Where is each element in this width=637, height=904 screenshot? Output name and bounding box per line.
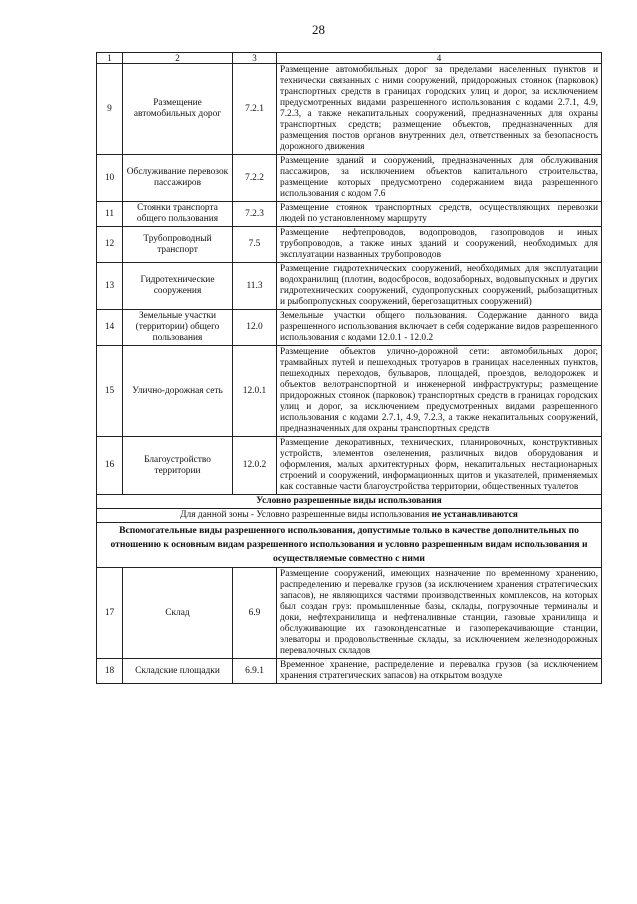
header-cell: 2	[123, 53, 233, 64]
use-name: Земельные участки (территории) общего пользования	[123, 310, 233, 346]
use-description: Земельные участки общего пользования. Содержание данного вида разрешенного использования включает в себя содержание видов разрешенного использования с кодами 12.0.1 - 12.0.2	[277, 310, 602, 346]
use-code: 12.0	[233, 310, 277, 346]
row-number: 12	[97, 227, 123, 263]
page-number: 28	[312, 22, 325, 37]
section-auxiliary-title: Вспомогательные виды разрешенного использования, допустимые только в качестве дополнительных по отношению к основным видам разрешенного использования и условно разрешенным видам использования и осуществляемые совместно с ними	[97, 523, 602, 568]
table-row	[97, 202, 602, 227]
use-description: Размещение гидротехнических сооружений, необходимых для эксплуатации водохранилищ (плотин, водосбросов, водозаборных, водовыпускных и других гидротехнических сооружений, судопропускных сооружений, рыбозащитных и рыбопропускных сооружений, берегозащитных сооружений)	[277, 263, 602, 310]
row-number: 15	[97, 346, 123, 437]
header-cell: 3	[233, 53, 277, 64]
use-name: Стоянки транспорта общего пользования	[123, 202, 233, 227]
row-number: 18	[97, 659, 123, 684]
use-description: Размещение сооружений, имеющих назначение по временному хранению, распределению и перевалке грузов (за исключением хранения стратегических запасов), не являющихся частями производственных комплексов, на которых был создан груз: промышленные базы, склады, погрузочные терминалы и доки, нефтехранилища и нефтеналивные станции, газовые хранилища и обслуживающие их газоконденсатные и газоперекачивающие станции, элеваторы и продовольственные склады, за исключением железнодорожных перевалочных складов	[277, 568, 602, 659]
use-name: Трубопроводный транспорт	[123, 227, 233, 263]
use-name: Складские площадки	[123, 659, 233, 684]
use-description: Размещение автомобильных дорог за пределами населенных пунктов и технически связанных с ними сооружений, придорожных стоянок (парковок) транспортных средств в границах городских улиц и дорог, за исключением предусмотренных видами разрешенного использования с кодами 2.7.1, 4.9, 7.2.3, а также некапитальных сооружений, предназначенных для охраны транспортных средств; размещение объектов, предназначенных для размещения постов органов внутренних дел, ответственных за безопасность дорожного движения	[277, 64, 602, 155]
section-conditional-title: Условно разрешенные виды использования	[97, 495, 602, 509]
use-name: Обслуживание перевозок пассажиров	[123, 155, 233, 202]
use-description: Временное хранение, распределение и перевалка грузов (за исключением хранения стратегических запасов) на открытом воздухе	[277, 659, 602, 684]
use-code: 11.3	[233, 263, 277, 310]
use-name: Благоустройство территории	[123, 437, 233, 495]
row-number: 9	[97, 64, 123, 155]
table-row	[97, 64, 602, 155]
table-row	[97, 155, 602, 202]
header-cell: 4	[277, 53, 602, 64]
use-name: Улично-дорожная сеть	[123, 346, 233, 437]
use-code: 7.2.3	[233, 202, 277, 227]
use-name: Размещение автомобильных дорог	[123, 64, 233, 155]
table-row	[97, 263, 602, 310]
zoning-table	[96, 52, 602, 684]
use-description: Размещение стоянок транспортных средств, осуществляющих перевозки людей по установленному маршруту	[277, 202, 602, 227]
zone-note-prefix: Для данной зоны - Условно разрешенные виды использования	[180, 510, 432, 520]
table-row	[97, 310, 602, 346]
use-name: Склад	[123, 568, 233, 659]
header-row	[97, 53, 602, 64]
use-code: 6.9.1	[233, 659, 277, 684]
zone-note-bold: не устанавливаются	[431, 510, 518, 520]
use-code: 12.0.1	[233, 346, 277, 437]
zone-note	[97, 509, 602, 523]
use-description: Размещение декоративных, технических, планировочных, конструктивных устройств, элементов озеленения, различных видов оборудования и оформления, малых архитектурных форм, некапитальных нестационарных строений и сооружений, информационных щитов и указателей, применяемых как составные части благоустройства территории, общественных туалетов	[277, 437, 602, 495]
zone-note-row	[97, 509, 602, 523]
section-header-row	[97, 523, 602, 568]
table-row	[97, 437, 602, 495]
row-number: 17	[97, 568, 123, 659]
use-code: 6.9	[233, 568, 277, 659]
use-code: 12.0.2	[233, 437, 277, 495]
table-row	[97, 568, 602, 659]
use-code: 7.2.2	[233, 155, 277, 202]
table-row	[97, 227, 602, 263]
row-number: 14	[97, 310, 123, 346]
section-header-row	[97, 495, 602, 509]
row-number: 13	[97, 263, 123, 310]
header-cell: 1	[97, 53, 123, 64]
row-number: 10	[97, 155, 123, 202]
use-code: 7.2.1	[233, 64, 277, 155]
use-description: Размещение зданий и сооружений, предназначенных для обслуживания пассажиров, за исключением объектов капитального строительства, размещение которых предусмотрено содержанием вида разрешенного использования с кодом 7.6	[277, 155, 602, 202]
row-number: 11	[97, 202, 123, 227]
table-row	[97, 659, 602, 684]
use-description: Размещение нефтепроводов, водопроводов, газопроводов и иных трубопроводов, а также иных зданий и сооружений, необходимых для эксплуатации названных трубопроводов	[277, 227, 602, 263]
row-number: 16	[97, 437, 123, 495]
table-row	[97, 346, 602, 437]
use-description: Размещение объектов улично-дорожной сети: автомобильных дорог, трамвайных путей и пешеходных тротуаров в границах населенных пунктов, пешеходных переходов, бульваров, площадей, проездов, велодорожек и объектов велотранспортной и инженерной инфраструктуры; размещение придорожных стоянок (парковок) транспортных средств в границах городских улиц и дорог, за исключением предусмотренных видами разрешенного использования с кодами 2.7.1, 4.9, 7.2.3, а также некапитальных сооружений, предназначенных для охраны транспортных средств	[277, 346, 602, 437]
use-name: Гидротехнические сооружения	[123, 263, 233, 310]
use-code: 7.5	[233, 227, 277, 263]
